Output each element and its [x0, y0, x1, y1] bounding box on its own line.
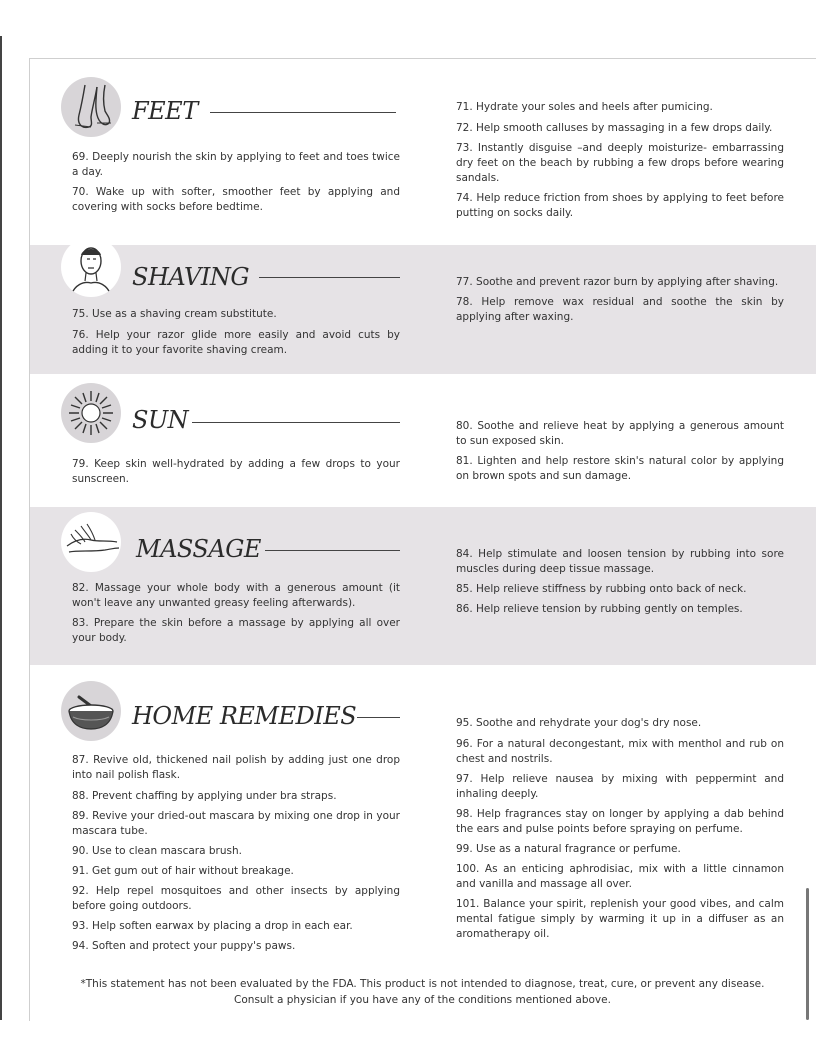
title-rule: [210, 112, 396, 113]
left-border-rule: [0, 36, 2, 1020]
section-home-remedies: [30, 665, 816, 965]
list-item: 78. Help remove wax residual and soothe the skin by applying after waxing.: [456, 296, 784, 323]
list-item: 73. Instantly disguise –and deeply moisturize- embarrassing dry feet on the beach by rubbing a few drops before wearing sandals.: [456, 142, 784, 184]
list-item: 80. Soothe and relieve heat by applying a generous amount to sun exposed skin.: [456, 420, 784, 447]
list-item: 89. Revive your dried-out mascara by mixing one drop in your mascara tube.: [72, 810, 400, 837]
list-item: 77. Soothe and prevent razor burn by applying after shaving.: [456, 276, 779, 288]
list-item: 71. Hydrate your soles and heels after pumicing.: [456, 101, 713, 113]
list-item: 95. Soothe and rehydrate your dog's dry nose.: [456, 717, 702, 729]
list-item: 93. Help soften earwax by placing a drop in each ear.: [72, 920, 353, 932]
section-title-shaving: SHAVING: [132, 263, 249, 291]
mortar-bowl-icon: [61, 681, 121, 741]
man-face-icon: [61, 237, 121, 297]
page: [29, 58, 816, 1021]
list-item: 83. Prepare the skin before a massage by applying all over your body.: [72, 617, 400, 644]
list-item: 85. Help relieve stiffness by rubbing onto back of neck.: [456, 583, 747, 595]
list-item: 70. Wake up with softer, smoother feet by applying and covering with socks before bedtime.: [72, 186, 400, 213]
section-title-home-remedies: HOME REMEDIES: [132, 702, 357, 730]
list-item: 79. Keep skin well-hydrated by adding a few drops to your sunscreen.: [72, 458, 400, 485]
list-item: 75. Use as a shaving cream substitute.: [72, 308, 277, 320]
list-item: 101. Balance your spirit, replenish your good vibes, and calm mental fatigue simply by warming it up in a diffuser as an aromatherapy oil.: [456, 898, 784, 940]
list-item: 76. Help your razor glide more easily and avoid cuts by adding it to your favorite shaving cream.: [72, 329, 400, 356]
list-item: 69. Deeply nourish the skin by applying to feet and toes twice a day.: [72, 151, 400, 178]
feet-icon: [61, 77, 121, 137]
list-item: 88. Prevent chaffing by applying under bra straps.: [72, 790, 337, 802]
list-item: 87. Revive old, thickened nail polish by adding just one drop into nail polish flask.: [72, 754, 400, 781]
list-item: 84. Help stimulate and loosen tension by rubbing into sore muscles during deep tissue massage.: [456, 548, 784, 575]
list-item: 97. Help relieve nausea by mixing with peppermint and inhaling deeply.: [456, 773, 784, 800]
fda-disclaimer: [29, 976, 816, 1008]
section-feet: [30, 59, 816, 245]
scrollbar[interactable]: [806, 888, 809, 1020]
list-item: 98. Help fragrances stay on longer by applying a dab behind the ears and pulse points before spraying on perfume.: [456, 808, 784, 835]
massage-hands-icon: [61, 512, 121, 572]
list-item: 90. Use to clean mascara brush.: [72, 845, 242, 857]
section-title-feet: FEET: [132, 97, 198, 125]
list-item: 91. Get gum out of hair without breakage.: [72, 865, 294, 877]
disclaimer-line-2: Consult a physician if you have any of the conditions mentioned above.: [234, 994, 611, 1006]
list-item: 96. For a natural decongestant, mix with menthol and rub on chest and nostrils.: [456, 738, 784, 765]
section-shaving: [30, 245, 816, 374]
section-title-massage: MASSAGE: [136, 535, 261, 563]
title-rule: [357, 717, 400, 718]
list-item: 74. Help reduce friction from shoes by applying to feet before putting on socks daily.: [456, 192, 784, 219]
list-item: 81. Lighten and help restore skin's natural color by applying on brown spots and sun damage.: [456, 455, 784, 482]
list-item: 100. As an enticing aphrodisiac, mix with a little cinnamon and vanilla and massage all over.: [456, 863, 784, 890]
list-item: 92. Help repel mosquitoes and other insects by applying before going outdoors.: [72, 885, 400, 912]
title-rule: [265, 550, 400, 551]
sun-icon: [61, 383, 121, 443]
list-item: 94. Soften and protect your puppy's paws.: [72, 940, 296, 952]
section-massage: [30, 507, 816, 665]
list-item: 99. Use as a natural fragrance or perfume.: [456, 843, 681, 855]
section-sun: [30, 374, 816, 507]
list-item: 82. Massage your whole body with a generous amount (it won't leave any unwanted greasy feeling afterwards).: [72, 582, 400, 609]
section-title-sun: SUN: [132, 406, 189, 434]
disclaimer-line-1: *This statement has not been evaluated by the FDA. This product is not intended to diagnose, treat, cure, or prevent any disease.: [80, 978, 765, 990]
list-item: 86. Help relieve tension by rubbing gently on temples.: [456, 603, 743, 615]
list-item: 72. Help smooth calluses by massaging in a few drops daily.: [456, 122, 773, 134]
title-rule: [192, 422, 400, 423]
title-rule: [259, 277, 400, 278]
